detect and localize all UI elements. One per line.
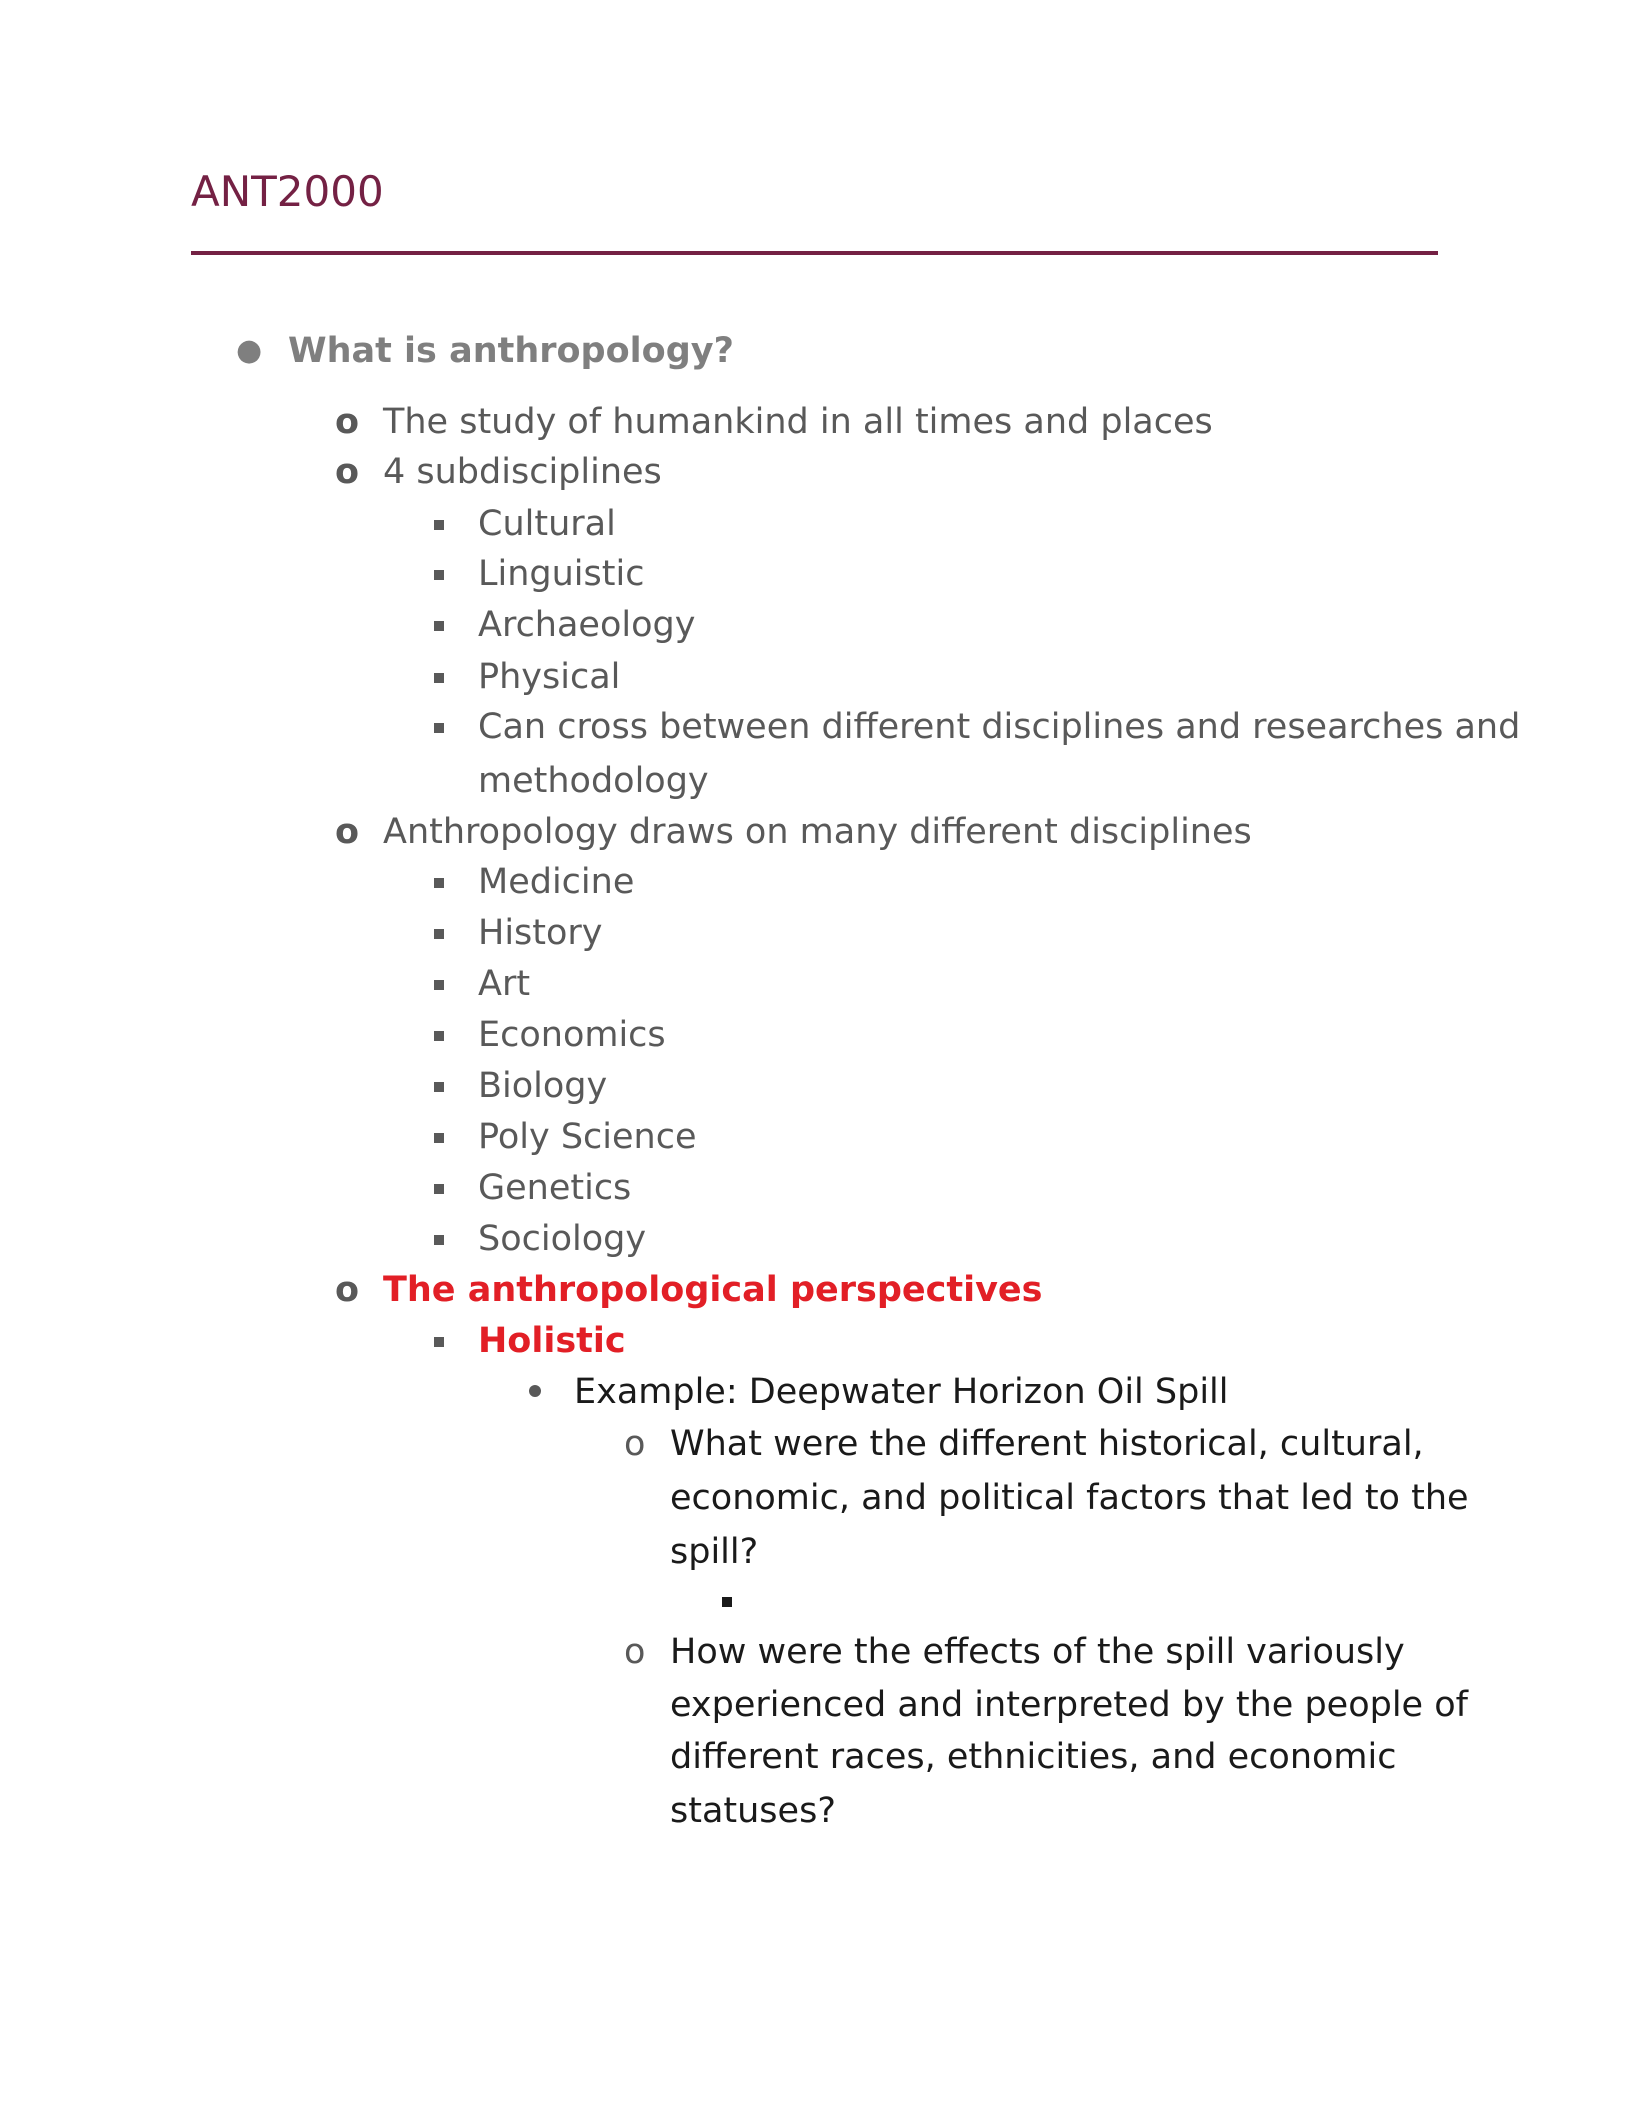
list-item: Linguistic: [478, 554, 645, 594]
question-line: How were the effects of the spill variously: [670, 1632, 1405, 1672]
bullet-square: [434, 723, 444, 733]
bullet-o: o: [335, 452, 360, 492]
bullet-dot: ●: [236, 333, 263, 368]
question-line: statuses?: [670, 1791, 836, 1831]
outline-heading: What is anthropology?: [288, 331, 734, 371]
bullet-o: o: [624, 1424, 646, 1464]
question-line: What were the different historical, cultural,: [670, 1424, 1424, 1464]
bullet-square: [434, 878, 444, 888]
list-item: History: [478, 913, 603, 953]
bullet-square: [434, 1337, 444, 1347]
question-line: different races, ethnicities, and economic: [670, 1737, 1397, 1777]
list-item-cross: Can cross between different disciplines and researches and: [478, 707, 1521, 747]
bullet-square: [434, 980, 444, 990]
outline-item-subdisciplines: 4 subdisciplines: [383, 452, 662, 492]
bullet-square: [434, 1184, 444, 1194]
bullet-square: [434, 1082, 444, 1092]
bullet-square: [434, 1133, 444, 1143]
question-line: economic, and political factors that led to the: [670, 1478, 1469, 1518]
list-item: Physical: [478, 657, 621, 697]
outline-item-draws: Anthropology draws on many different disciplines: [383, 812, 1252, 852]
bullet-o: o: [335, 812, 360, 852]
bullet-dot: [529, 1385, 541, 1397]
outline-item-study: The study of humankind in all times and places: [383, 402, 1213, 442]
bullet-square: [434, 621, 444, 631]
list-item: Medicine: [478, 862, 635, 902]
list-item-cross-continued: methodology: [478, 761, 709, 801]
bullet-square-empty: [722, 1597, 732, 1607]
list-item: Poly Science: [478, 1117, 697, 1157]
outline-item-perspectives: The anthropological perspectives: [383, 1270, 1043, 1310]
question-line: experienced and interpreted by the people of: [670, 1685, 1468, 1725]
bullet-o: o: [624, 1632, 646, 1672]
bullet-o: o: [335, 402, 360, 442]
example-item: Example: Deepwater Horizon Oil Spill: [574, 1372, 1229, 1412]
list-item-holistic: Holistic: [478, 1321, 626, 1361]
list-item: Economics: [478, 1015, 666, 1055]
question-line: spill?: [670, 1532, 759, 1572]
bullet-square: [434, 929, 444, 939]
page-title: ANT2000: [191, 167, 384, 216]
bullet-square: [434, 673, 444, 683]
bullet-square: [434, 570, 444, 580]
list-item: Sociology: [478, 1219, 647, 1259]
title-divider: [191, 251, 1438, 255]
bullet-square: [434, 1031, 444, 1041]
list-item: Archaeology: [478, 605, 696, 645]
bullet-square: [434, 1235, 444, 1245]
bullet-square: [434, 520, 444, 530]
list-item: Cultural: [478, 504, 616, 544]
list-item: Genetics: [478, 1168, 632, 1208]
bullet-o: o: [335, 1270, 360, 1310]
list-item: Biology: [478, 1066, 608, 1106]
list-item: Art: [478, 964, 531, 1004]
